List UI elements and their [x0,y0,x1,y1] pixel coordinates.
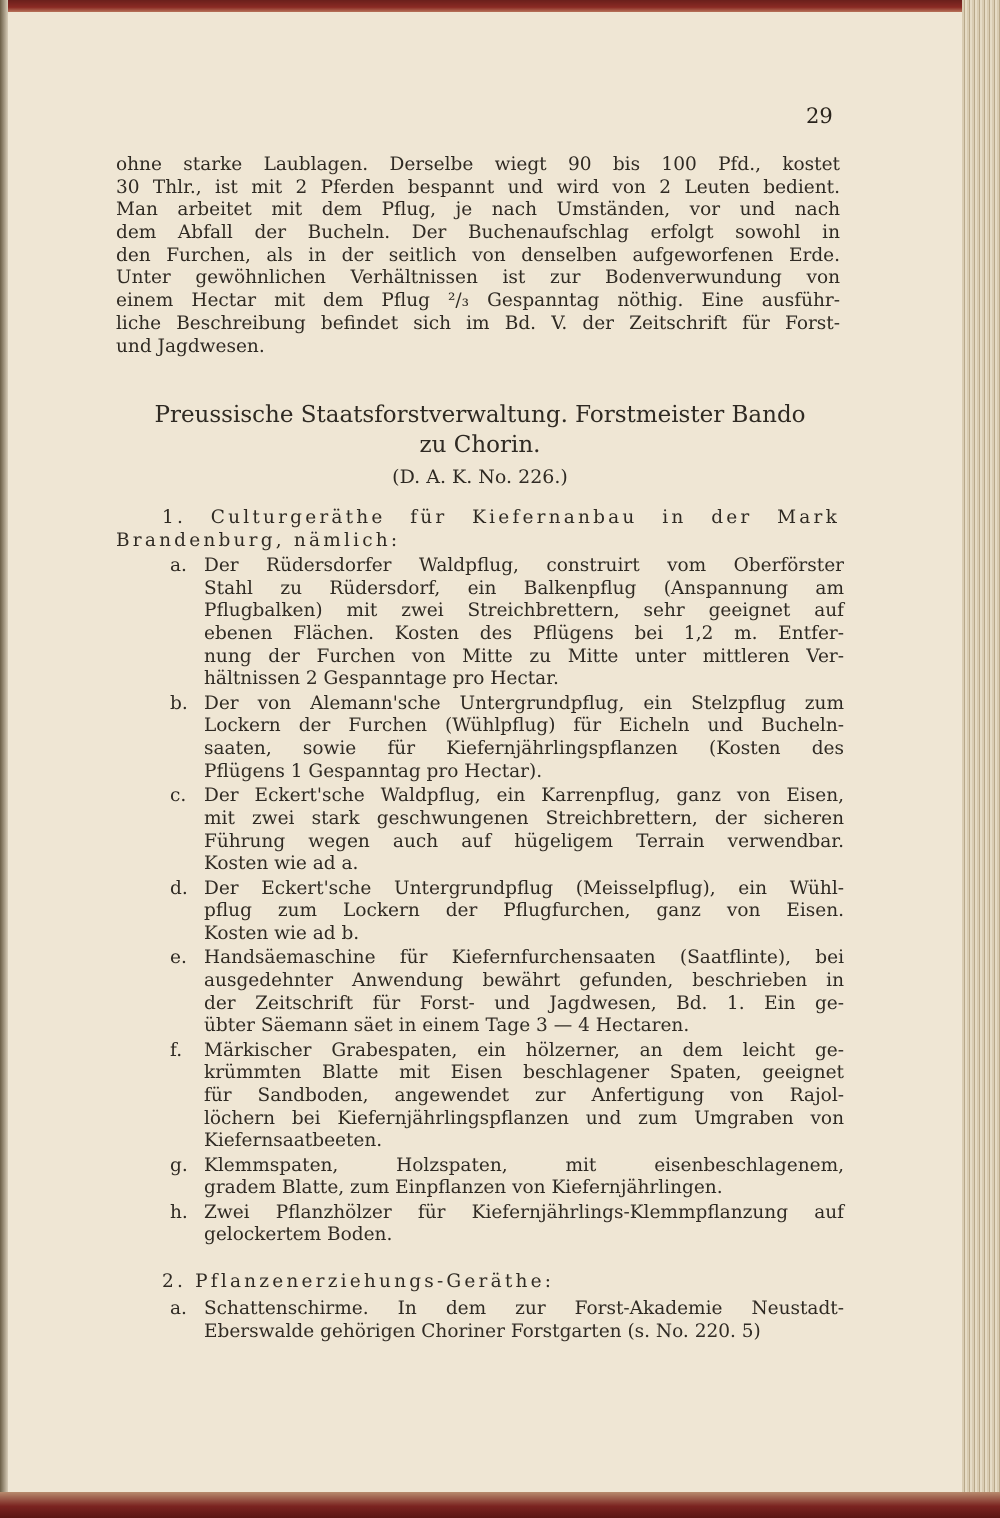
list-item-line: gelockertem Boden. [204,1224,393,1246]
list-item-line: ebenen Flächen. Kosten des Pflügens bei 1,2 m. Entfer- [204,623,844,645]
list-item-label: a. [170,1298,187,1319]
list-item-line: Der Eckert'sche Untergrundpflug (Meisselpflug), ein Wühl- [204,877,844,899]
list-item-label: f. [170,1039,183,1061]
list-item-text [204,1202,844,1247]
list-item-line: für Sandboden, angewendet zur Anfertigung von Rajol- [204,1085,844,1107]
list-item-line: Zwei Pflanzhölzer für Kiefernjährlings-Klemmpflanzung auf [204,1201,844,1223]
list-item-line: übter Säemann säet in einem Tage 3 — 4 Hectaren. [204,1015,690,1037]
intro-line: den Furchen, als in der seitlich von denselben aufgeworfenen Erde. [116,244,840,266]
page-edge-left [0,0,8,1518]
page-edge-top [0,0,1000,12]
list-item-line: mit zwei stark geschwungenen Streichbrettern, der sicheren [204,807,844,829]
list-item-line: löchern bei Kiefernjährlingspflanzen und zum Umgraben von [204,1107,844,1129]
list-item-text [204,1298,844,1343]
list-item-line: der Zeitschrift für Forst- und Jagdwesen, Bd. 1. Ein ge- [204,992,844,1014]
list-item-line: Der Rüdersdorfer Waldpflug, construirt vom Oberförster [204,555,844,576]
list-item-line: Kiefernsaatbeeten. [204,1130,383,1152]
list-item-text [204,947,844,1038]
page-edge-bottom [0,1492,1000,1518]
list-item-line: pflug zum Lockern der Pflugfurchen, ganz von Eisen. [204,900,844,922]
list-item-line: Pflügens 1 Gespanntag pro Hectar). [204,760,543,782]
section-heading [100,400,860,460]
book-edge-right [962,0,1000,1518]
list-item-line: nung der Furchen von Mitte zu Mitte unter mittleren Ver- [204,645,844,667]
intro-line: dem Abfall der Bucheln. Der Buchenaufschlag erfolgt sowohl in [116,222,840,244]
list-item-line: Handsäemaschine für Kiefernfurchensaaten (Saatflinte), bei [204,947,844,969]
list-item-line: Märkischer Grabespaten, ein hölzerner, an dem leicht ge- [204,1039,844,1061]
list-item-line: Lockern der Furchen (Wühlpflug) für Eicheln und Bucheln- [204,715,844,737]
list-item-line: Klemmspaten, Holzspaten, mit eisenbeschlagenem, [204,1154,844,1176]
intro-line: ohne starke Laublagen. Derselbe wiegt 90 bis 100 Pfd., kostet [116,154,840,175]
list-item-line: Führung wegen auch auf hügeligem Terrain verwendbar. [204,830,844,852]
list-item-text [204,878,844,946]
catalog-reference: (D. A. K. No. 226.) [392,466,568,488]
list-item-label: g. [170,1154,188,1176]
list-item-label: b. [170,692,188,714]
list-item-line: Der von Alemann'sche Untergrundpflug, ein Stelzpflug zum [204,692,844,714]
section-2-heading [162,1271,602,1294]
list-item-line: krümmten Blatte mit Eisen beschlagener Spaten, geeignet [204,1062,844,1084]
list-item-line: saaten, sowie für Kiefernjährlingspflanzen (Kosten des [204,738,844,760]
section-1-heading-line: Brandenburg, nämlich: [116,529,401,551]
heading-line-1: Preussische Staatsforstverwaltung. Forstmeister Bando [154,402,806,428]
list-item-line: Kosten wie ad b. [204,922,360,944]
list-item-text [204,785,844,876]
list-item-line: Pflugbalken) mit zwei Streichbrettern, sehr geeignet auf [204,600,844,622]
section-1-heading-line: 1. Culturgeräthe für Kiefernanbau in der Mark [162,507,840,528]
list-item-text [204,693,844,784]
heading-line-2: zu Chorin. [419,432,541,458]
section-2-heading-line: 2. Pflanzenerziehungs-Geräthe: [162,1271,555,1292]
intro-line: 30 Thlr., ist mit 2 Pferden bespannt und wird von 2 Leuten bedient. [116,176,840,198]
list-item-line: Kosten wie ad a. [204,853,359,875]
list-item-text [204,555,844,691]
list-item-label: e. [170,947,187,969]
list-item-line: Stahl zu Rüdersdorf, ein Balkenpflug (Anspannung am [204,577,844,599]
section-1-heading [116,507,840,552]
list-item-label: c. [170,785,187,807]
page-number: 29 [806,104,833,128]
list-item-label: h. [170,1201,188,1223]
intro-line: liche Beschreibung befindet sich im Bd. V. der Zeitschrift für Forst- [116,312,840,334]
intro-line: Man arbeitet mit dem Pflug, je nach Umständen, vor und nach [116,199,840,221]
list-item-line: gradem Blatte, zum Einpflanzen von Kiefernjährlingen. [204,1177,723,1199]
list-item-line: Eberswalde gehörigen Choriner Forstgarten (s. No. 220. 5) [204,1320,761,1342]
list-item-text [204,1155,844,1200]
list-item-label: d. [170,877,188,899]
list-item-label: a. [170,555,187,576]
list-item-text [204,1040,844,1153]
list-item-line: Schattenschirme. In dem zur Forst-Akademie Neustadt- [204,1298,844,1319]
intro-paragraph [116,154,840,358]
intro-line: und Jagdwesen. [116,335,265,357]
list-item-line: ausgedehnter Anwendung bewährt gefunden, beschrieben in [204,969,844,991]
intro-line: einem Hectar mit dem Pflug ²/₃ Gespanntag nöthig. Eine ausführ- [116,290,840,312]
list-item-line: hältnissen 2 Gespanntage pro Hectar. [204,668,559,690]
list-item-line: Der Eckert'sche Waldpflug, ein Karrenpflug, ganz von Eisen, [204,785,844,807]
intro-line: Unter gewöhnlichen Verhältnissen ist zur Bodenverwundung von [116,267,840,289]
